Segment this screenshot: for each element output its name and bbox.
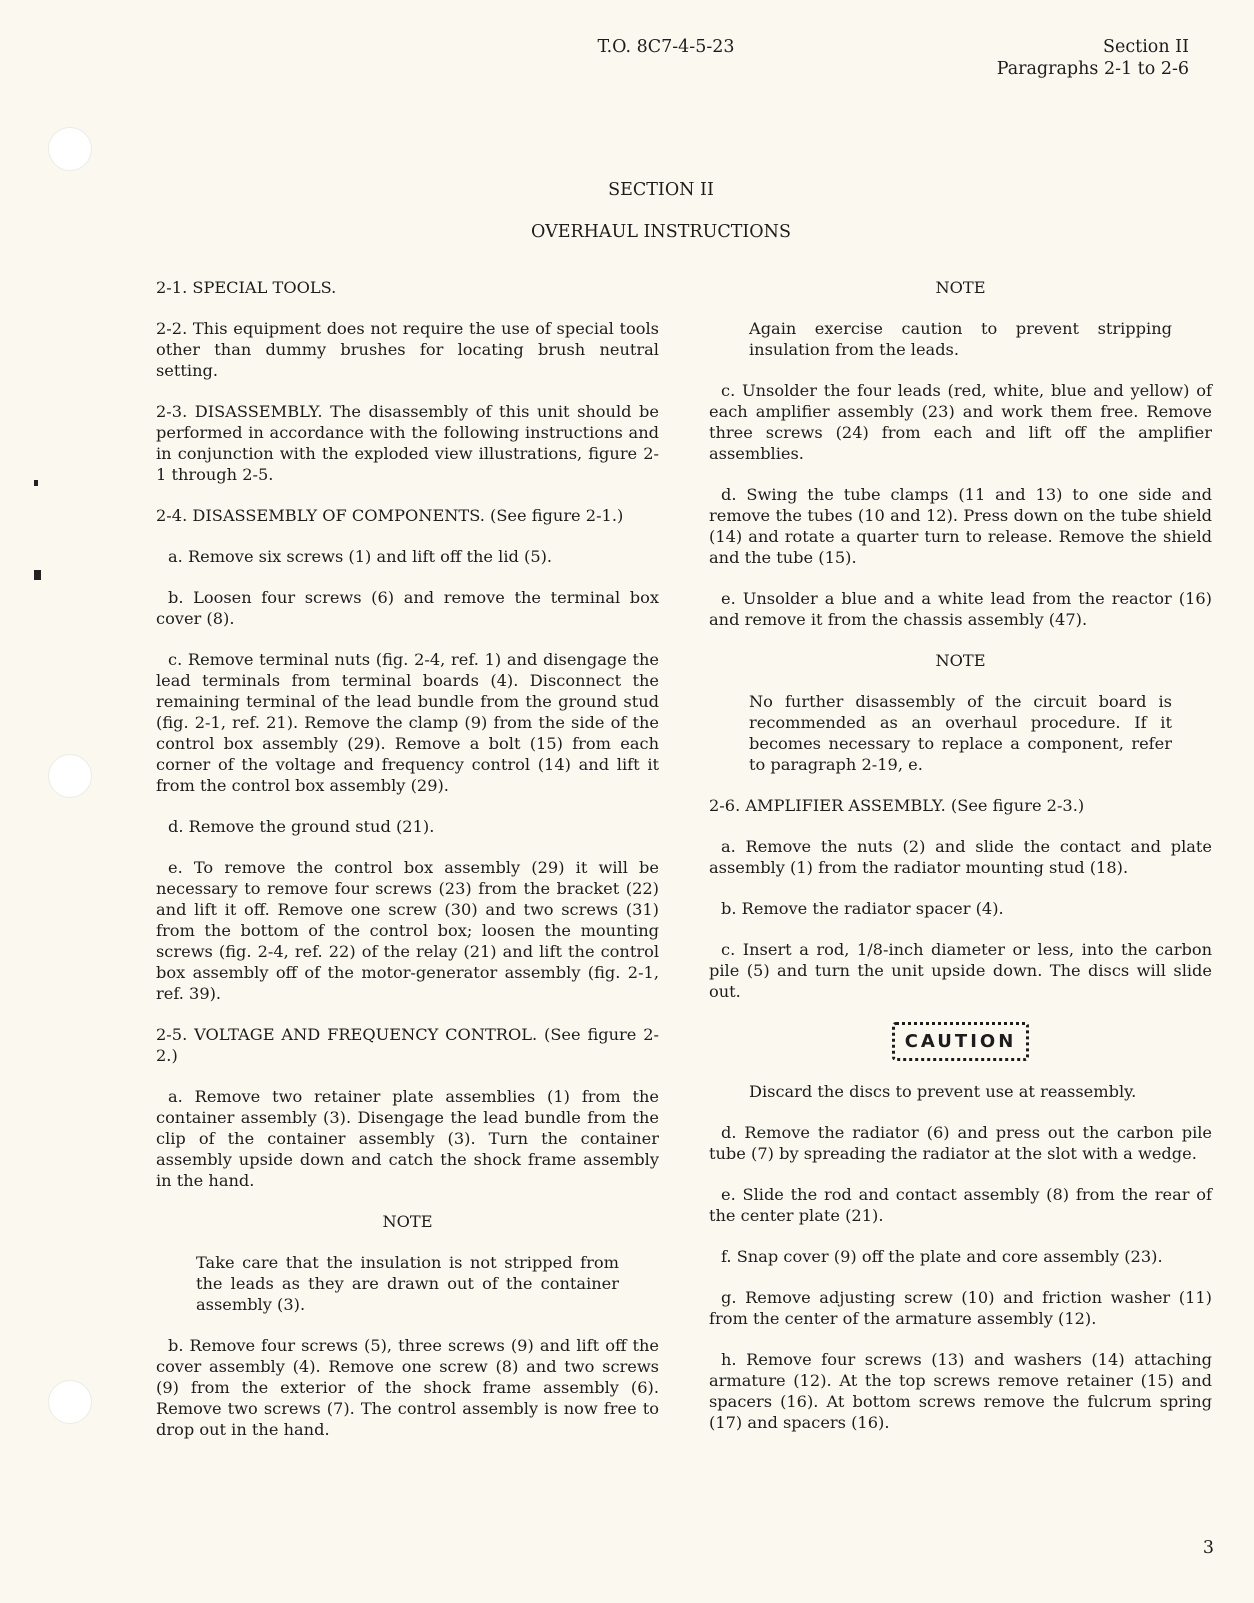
step-item: a. Remove the nuts (2) and slide the contact and plate assembly (1) from the radiator mounting stud (18). bbox=[709, 837, 1212, 877]
right-column bbox=[709, 277, 1212, 1453]
step-item: a. Remove two retainer plate assemblies (1) from the container assembly (3). Disengage the lead bundle from the clip of the container assembly (3). Turn the container assembly upside down and catch the shock frame assembly in the hand. bbox=[156, 1087, 659, 1190]
note-title: NOTE bbox=[935, 278, 986, 297]
step-item: g. Remove adjusting screw (10) and friction washer (11) from the center of the armature assembly (12). bbox=[709, 1288, 1212, 1328]
note-body: Discard the discs to prevent use at reassembly. bbox=[749, 1082, 1137, 1101]
step-item: c. Remove terminal nuts (fig. 2-4, ref. 1) and disengage the lead terminals from terminal boards (4). Disconnect the remaining terminal of the lead bundle from the ground stud (fig. 2-1, ref. 21). Remove the clamp (9) from the side of the control box assembly (29). Remove a bolt (15) from each corner of the voltage and frequency control (14) and lift it from the control box assembly (29). bbox=[156, 650, 659, 795]
step-item: b. Remove four screws (5), three screws (9) and lift off the cover assembly (4). Remove one screw (8) and two screws (9) from the exterior of the shock frame assembly (6). Remove two screws (7). The control assembly is now free to drop out in the hand. bbox=[156, 1336, 659, 1439]
paragraph: 2-2. This equipment does not require the use of special tools other than dummy brushes for locating brush neutral setting. bbox=[156, 319, 659, 380]
section-subtitle: OVERHAUL INSTRUCTIONS bbox=[531, 222, 791, 242]
punch-hole bbox=[48, 754, 92, 798]
paragraph: 2-3. DISASSEMBLY. The disassembly of this unit should be performed in accordance with the following instructions and in conjunction with the exploded view illustrations, figure 2-1 through 2-5. bbox=[156, 402, 659, 484]
punch-hole bbox=[48, 1380, 92, 1424]
step-item: b. Remove the radiator spacer (4). bbox=[721, 899, 1004, 918]
page-number: 3 bbox=[1202, 1538, 1214, 1558]
paragraphs-line: Paragraphs 2-1 to 2-6 bbox=[996, 59, 1189, 79]
note-body: Again exercise caution to prevent stripping insulation from the leads. bbox=[749, 319, 1172, 359]
note-body: No further disassembly of the circuit board is recommended as an overhaul procedure. If it becomes necessary to replace a component, refer to paragraph 2-19, e. bbox=[749, 692, 1172, 774]
paragraph: 2-5. VOLTAGE AND FREQUENCY CONTROL. (See figure 2-2.) bbox=[156, 1025, 659, 1065]
caution-label: CAUTION bbox=[892, 1022, 1030, 1061]
paragraph: 2-4. DISASSEMBLY OF COMPONENTS. (See figure 2-1.) bbox=[156, 506, 624, 525]
punch-hole bbox=[48, 127, 92, 171]
step-item: e. Slide the rod and contact assembly (8) from the rear of the center plate (21). bbox=[709, 1185, 1212, 1225]
paragraph: 2-1. SPECIAL TOOLS. bbox=[156, 278, 337, 297]
step-item: d. Swing the tube clamps (11 and 13) to one side and remove the tubes (10 and 12). Press down on the tube shield (14) and rotate a quarter turn to release. Remove the shield and the tube (15). bbox=[709, 485, 1212, 567]
caution-block bbox=[709, 1022, 1212, 1061]
step-item: e. To remove the control box assembly (29) it will be necessary to remove four screws (23) from the bracket (22) and lift it off. Remove one screw (30) and two screws (31) from the bottom of the control box; loosen the mounting screws (fig. 2-4, ref. 22) of the relay (21) and lift the control box assembly off of the motor-generator assembly (fig. 2-1, ref. 39). bbox=[156, 858, 659, 1003]
step-item: h. Remove four screws (13) and washers (14) attaching armature (12). At the top screws remove retainer (15) and spacers (16). At bottom screws remove the fulcrum spring (17) and spacers (16). bbox=[709, 1350, 1212, 1432]
step-item: b. Loosen four screws (6) and remove the terminal box cover (8). bbox=[156, 588, 659, 628]
margin-mark bbox=[34, 480, 38, 486]
step-item: c. Unsolder the four leads (red, white, blue and yellow) of each amplifier assembly (23) and work them free. Remove three screws (24) from each and lift off the amplifier assemblies. bbox=[709, 381, 1212, 463]
step-item: d. Remove the ground stud (21). bbox=[168, 817, 435, 836]
step-item: c. Insert a rod, 1/8-inch diameter or less, into the carbon pile (5) and turn the unit upside down. The discs will slide out. bbox=[709, 940, 1212, 1001]
to-number: T.O. 8C7-4-5-23 bbox=[597, 37, 735, 57]
step-item: a. Remove six screws (1) and lift off the lid (5). bbox=[168, 547, 553, 566]
note-title: NOTE bbox=[382, 1212, 433, 1231]
note-body: Take care that the insulation is not stripped from the leads as they are drawn out of the container assembly (3). bbox=[196, 1253, 619, 1314]
section-title: SECTION II bbox=[608, 180, 714, 200]
note-title: NOTE bbox=[935, 651, 986, 670]
left-column bbox=[156, 277, 659, 1460]
step-item: e. Unsolder a blue and a white lead from the reactor (16) and remove it from the chassis assembly (47). bbox=[709, 589, 1212, 629]
paragraph: 2-6. AMPLIFIER ASSEMBLY. (See figure 2-3.) bbox=[709, 796, 1085, 815]
step-item: d. Remove the radiator (6) and press out the carbon pile tube (7) by spreading the radiator at the slot with a wedge. bbox=[709, 1123, 1212, 1163]
section-reference bbox=[997, 36, 1189, 80]
step-item: f. Snap cover (9) off the plate and core assembly (23). bbox=[721, 1247, 1163, 1266]
margin-mark bbox=[34, 570, 41, 580]
section-line: Section II bbox=[1103, 37, 1189, 57]
